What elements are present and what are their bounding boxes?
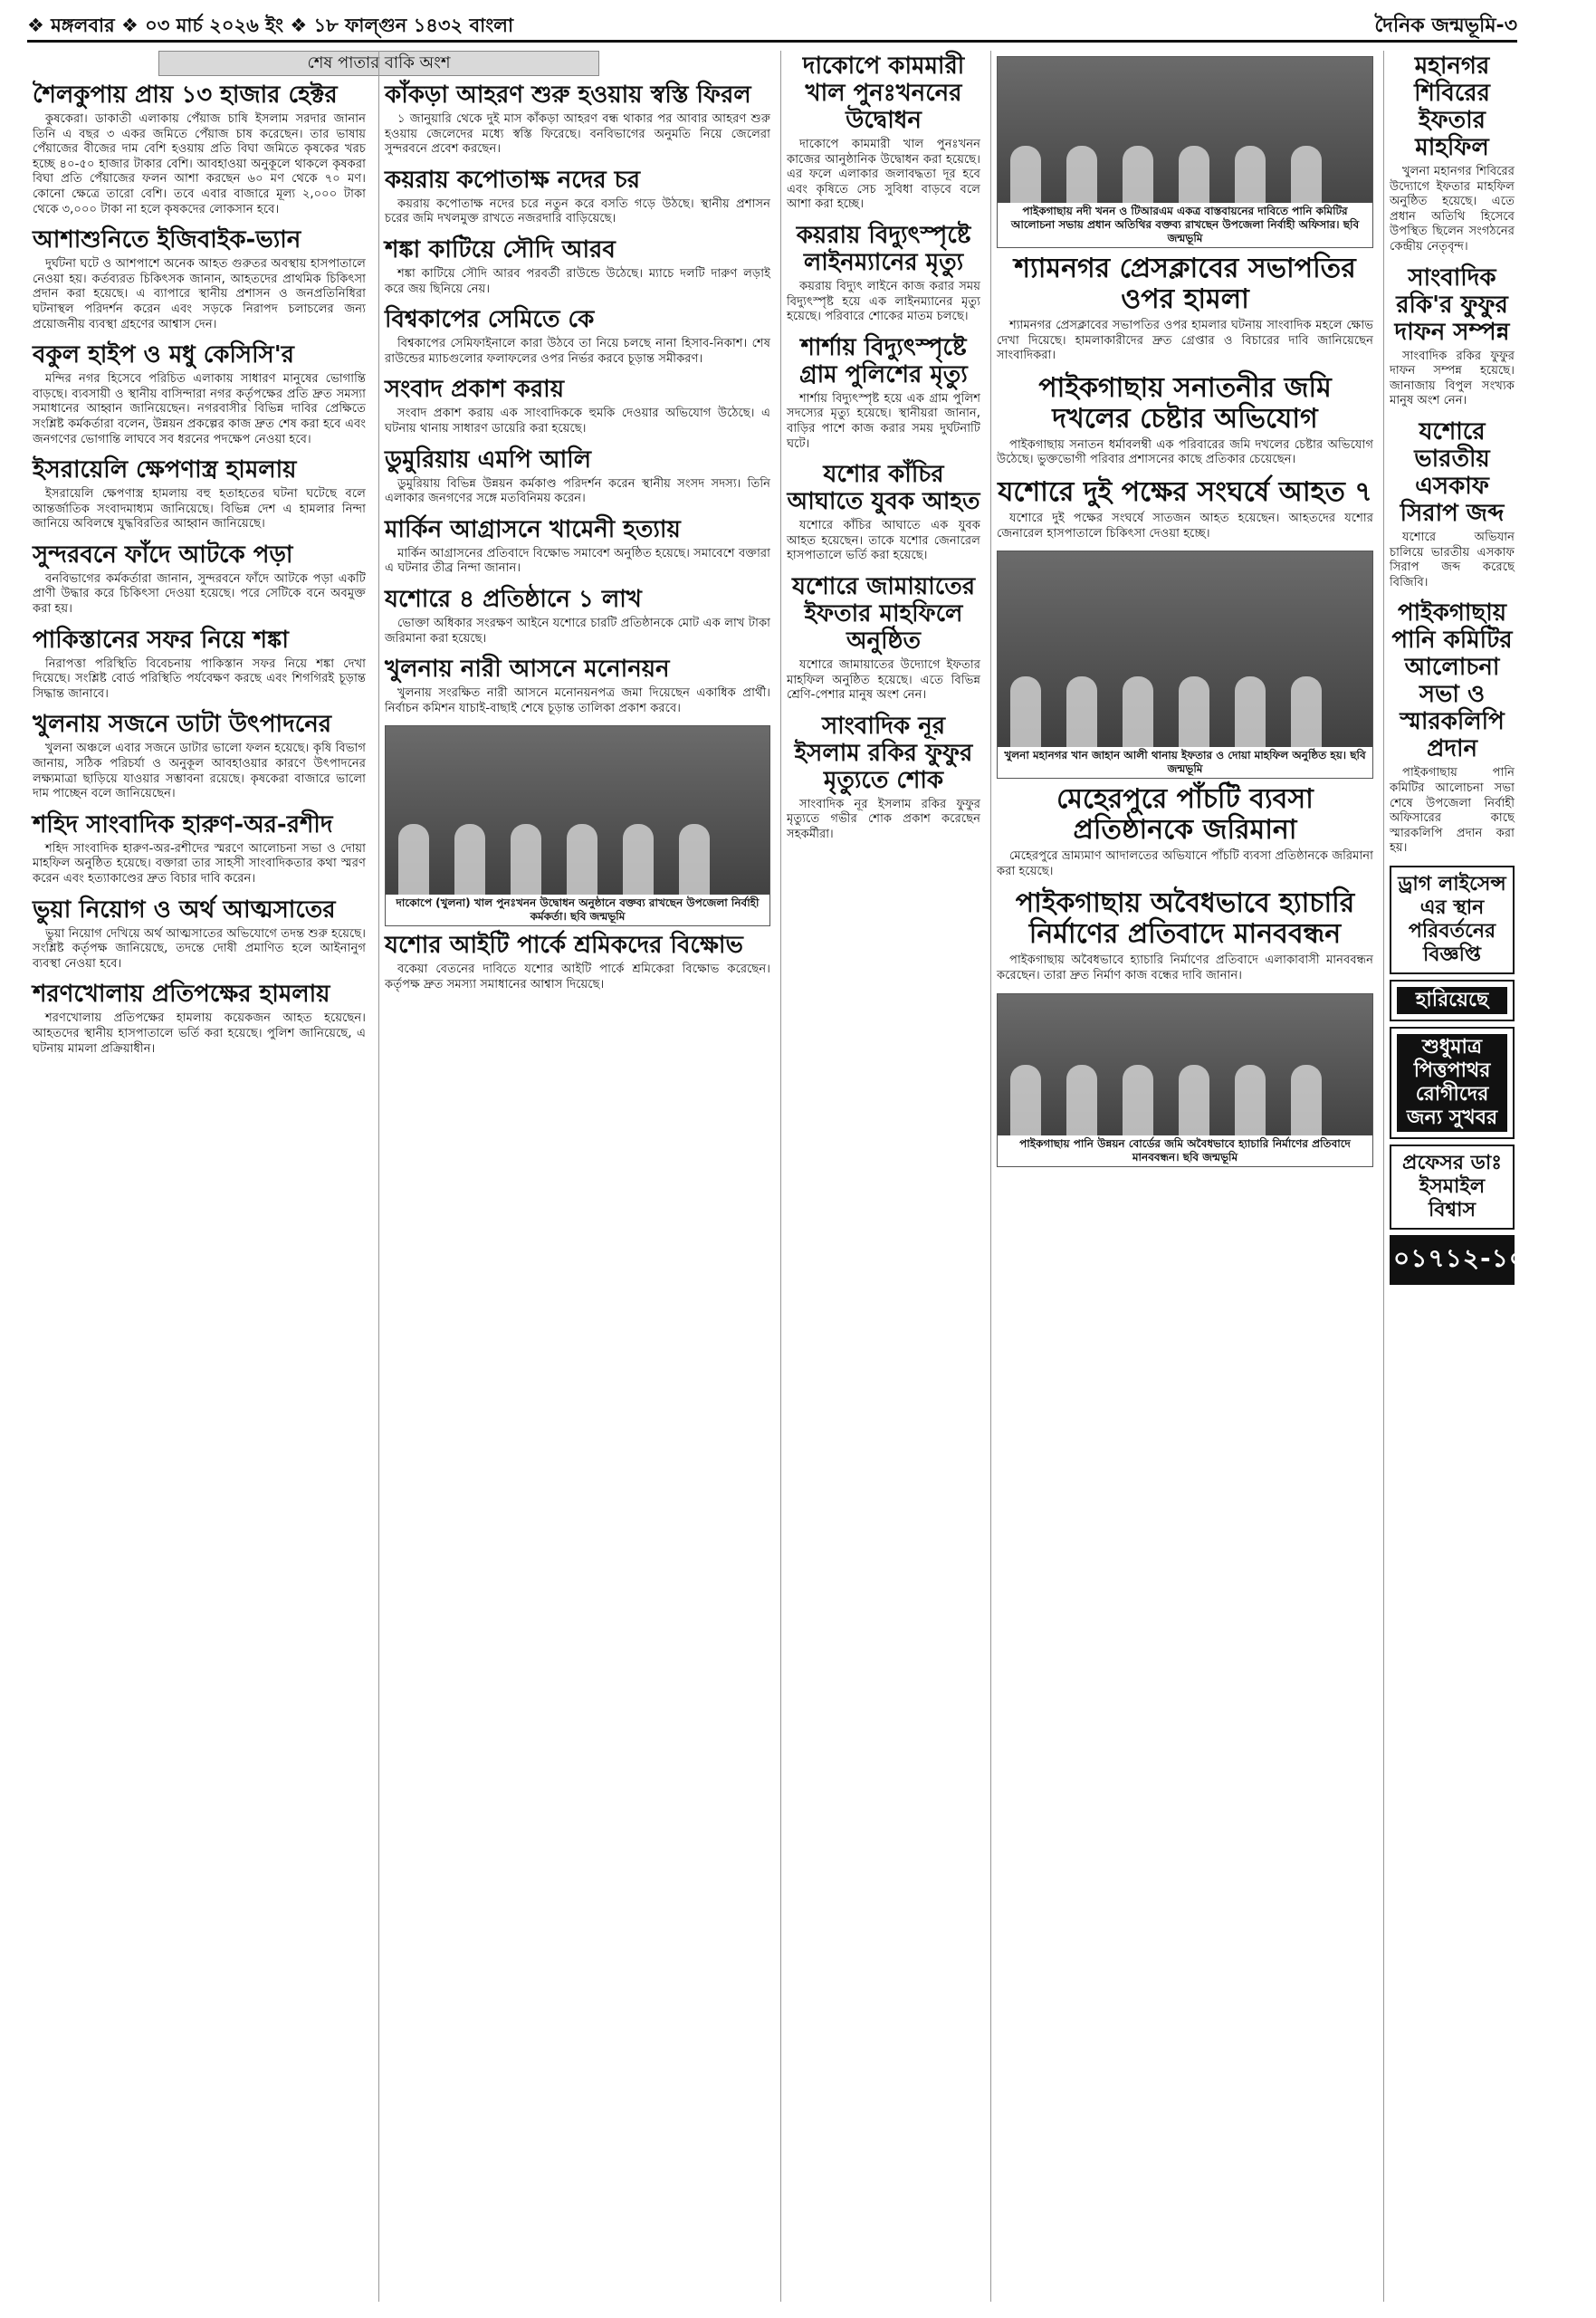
news-story [385,932,770,992]
column-5 [1383,51,1596,2302]
story-body [997,953,1373,983]
news-photo [385,725,770,926]
photo-figure [1235,676,1266,758]
story-body [385,112,770,158]
column-4 [990,51,1379,2302]
story-paragraph: সংবাদ প্রকাশ করায় এক সাংবাদিককে হুমকি দেওয়ার অভিযোগ উঠেছে। এ ঘটনায় থানায় সাধারণ ডায়েরি করা হয়েছে। [385,407,770,436]
news-story [385,81,770,158]
story-paragraph: মার্কিন আগ্রাসনের প্রতিবাদে বিক্ষোভ সমাবেশ অনুষ্ঠিত হয়েছে। সমাবেশে বক্তারা এ ঘটনার তীব্র নিন্দা জানান। [385,546,770,576]
story-body [787,280,980,325]
story-paragraph: বকেয়া বেতনের দাবিতে যশোর আইটি পার্কে শ্রমিকেরা বিক্ষোভ করেছেন। কর্তৃপক্ষ দ্রুত সমস্যা সমাধানের আশ্বাস দিয়েছে। [385,963,770,991]
photo-caption: খুলনা মহানগর খান জাহান আলী থানায় ইফতার ও দোয়া মাহফিল অনুষ্ঠিত হয়। ছবি জন্মভূমি [998,747,1372,778]
photo-caption: দাকোপে (খুলনা) খাল পুনঃখনন উদ্বোধন অনুষ্ঠানে বক্তব্য রাখছেন উপজেলা নির্বাহী কর্মকর্তা। ছবি জন্মভূমি [386,895,769,925]
story-body [385,407,770,436]
column-3 [780,51,986,2302]
news-story [787,573,980,704]
news-story [33,627,366,703]
story-headline: কাঁকড়া আহরণ শুরু হওয়ায় স্বস্তি ফিরল [385,81,751,109]
story-body [33,487,366,532]
section-band: শেষ পাতার বাকি অংশ [158,51,599,76]
column-2 [378,51,776,2302]
story-paragraph: মন্দির নগর হিসেবে পরিচিত এলাকায় সাধারণ মানুষের ভোগান্তি বাড়ছে। ব্যবসায়ী ও স্থানীয় বাসিন্দারা নগর কর্তৃপক্ষের প্রতি দ্রুত সমস্যা সমাধানের আহ্বান জানিয়েছেন। নগরবাসীর বিভিন্ন দাবির প্রেক্ষিতে সংশ্লিষ্ট কর্মকর্তারা বলেন, উন্নয়ন প্রকল্পের কাজ দ্রুত শেষ করা হবে এবং জনগণের ভোগান্তি লাঘবে সব ধরনের পদক্ষেপ নেওয়া হবে। [33,372,366,446]
photo-figure [567,824,597,905]
news-story [385,167,770,227]
story-headline: মহানগর শিবিরের ইফতার মাহফিল [1414,53,1490,161]
story-body [33,372,366,447]
story-body [385,267,770,297]
news-story [385,656,770,716]
story-body [1390,766,1515,857]
story-headline: পাকিস্তানের সফর নিয়ে শঙ্কা [33,626,289,654]
story-paragraph: সাংবাদিক নূর ইসলাম রকির ফুফুর মৃত্যুতে গভীর শোক প্রকাশ করেছেন সহকর্মীরা। [787,797,980,841]
story-body [385,197,770,227]
news-photo [997,551,1373,779]
story-body [1390,165,1515,255]
story-headline: যশোরে জামায়াতের ইফতার মাহফিলে অনুষ্ঠিত [791,572,976,655]
ad-title: ড্রাগ লাইসেন্স এর স্থান পরিবর্তনের বিজ্ঞপ্তি [1398,872,1506,966]
story-body [33,1011,366,1057]
story-headline: সাংবাদিক রকি'র ফুফুর দাফন সম্পন্ন [1394,263,1510,346]
ad-title: প্রফেসর ডাঃ ইসমাইল বিশ্বাস [1402,1151,1502,1221]
phone-number: ০১৭১২-১০৯৯০০ [1390,1235,1515,1285]
story-paragraph: কুষকেরা। ডাকাতী এলাকায় পেঁয়াজ চাষি ইসলাম সরদার জানান তিনি এ বছর ৩ একর জমিতে পেঁয়াজ চাষ করেছেন। তার ভাষায় পেঁয়াজের বীজের দাম বেশি হওয়ায় প্রতি বিঘা জমিতে কৃষকের খরচ হচ্ছে ৪০-৫০ হাজার টাকার বেশি। আবহাওয়া অনুকূলে থাকলে কৃষকরা বিঘা প্রতি পেঁয়াজের ফলন আশা করছেন ৬০ মণ থেকে ৭০ মণ। কোনো ক্ষেত্রে তারো বেশি। তবে এবার বাজারে মূল্য ২,০০০ টাকা থেকে ৩,০০০ টাকা না হলে কৃষকদের লোকসান হবে। [33,112,366,216]
story-paragraph: খুলনা অঞ্চলে এবার সজনে ডাটার ভালো ফলন হয়েছে। কৃষি বিভাগ জানায়, সঠিক পরিচর্যা ও অনুকূল আবহাওয়ার কারণে উৎপাদনের লক্ষ্যমাত্রা ছাড়িয়ে যাওয়ার সম্ভাবনা রয়েছে। কৃষকেরা বাজারে ভালো দাম পাচ্ছেন বলে জানিয়েছেন। [33,742,366,801]
news-story [787,713,980,843]
story-headline: কয়রায় কপোতাক্ষ নদের চর [385,166,641,194]
news-story [787,53,980,213]
story-body [787,658,980,704]
story-paragraph: ১ জানুয়ারি থেকে দুই মাস কাঁকড়া আহরণ বন্ধ থাকার পর আবার আহরণ শুরু হওয়ায় জেলেদের মধ্যে স্বস্তি ফিরেছে। বনবিভাগের অনুমতি নিয়ে জেলেরা সুন্দরবনে প্রবেশ করছেন। [385,112,770,157]
column-1 [27,51,371,2302]
story-headline: শহিদ সাংবাদিক হারুণ-অর-রশীদ [33,810,333,838]
news-story [1390,264,1515,409]
news-story [787,461,980,564]
news-story [385,446,770,507]
ad-title: হারিয়েছে [1397,987,1507,1014]
ad-title: শুধুমাত্র পিত্তপাথর রোগীদের জন্য সুখবর [1397,1034,1507,1132]
story-paragraph: দাকোপে কামমারী খাল পুনঃখনন কাজের আনুষ্ঠানিক উদ্বোধন করা হয়েছে। এর ফলে এলাকার জলাবদ্ধতা দূর হবে এবং কৃষিতে সেচ সুবিধা বাড়বে বলে আশা করা হচ্ছে। [787,138,980,212]
story-headline: সংবাদ প্রকাশ করায় [385,376,565,404]
photo-figure [454,824,485,905]
story-headline: আশাশুনিতে ইজিবাইক-ভ্যান [33,226,301,254]
story-body [997,319,1373,364]
story-body [33,927,366,972]
news-story [33,456,366,532]
story-headline: সাংবাদিক নূর ইসলাম রকির ফুফুর মৃত্যুতে শোক [794,712,973,794]
story-paragraph: শঙ্কা কাটিয়ে সৌদি আরব পরবর্তী রাউন্ডে উঠেছে। ম্যাচে দলটি দারুণ লড়াই করে জয় ছিনিয়ে নেয়। [385,266,770,296]
story-headline: বকুল হাইপ ও মধু কেসিসি'র [33,341,294,369]
story-paragraph: ভুয়া নিয়োগ দেখিয়ে অর্থ আত্মসাতের অভিযোগে তদন্ত শুরু হয়েছে। সংশ্লিষ্ট কর্তৃপক্ষ জানিয়েছে, তদন্তে দোষী প্রমাণিত হলে আইনানুগ ব্যবস্থা নেওয়া হবে। [33,926,367,971]
advertisement [1390,1027,1515,1139]
story-body [787,392,980,452]
story-headline: খুলনায় সজনে ডাটা উৎপাদনের [33,711,332,739]
advertisement [1390,866,1515,974]
story-body [787,519,980,564]
story-body [33,572,366,618]
story-headline: যশোর আইটি পার্কে শ্রমিকদের বিক্ষোভ [385,932,743,960]
story-body [33,257,366,332]
story-headline: কয়রায় বিদ্যুৎস্পৃষ্টে লাইনম্যানের মৃত্যু [796,221,971,276]
photo-figure [1235,1065,1266,1146]
story-paragraph: শরণখোলায় প্রতিপক্ষের হামলায় কয়েকজন আহত হয়েছেন। আহতদের স্থানীয় হাসপাতালে ভর্তি করা হয়েছে। পুলিশ জানিয়েছে, এ ঘটনায় মামলা প্রক্রিয়াধীন। [33,1011,366,1056]
photo-caption: পাইকগাছায় নদী খনন ও টিআরএম একত্র বাস্তবায়নের দাবিতে পানি কমিটির আলোচনা সভায় প্রধান অতিথির বক্তব্য রাখছেন উপজেলা নির্বাহী অফিসার। ছবি জন্মভূমি [998,203,1372,247]
news-story [33,81,366,217]
news-story [385,516,770,577]
columns [27,51,1596,2302]
story-body [787,798,980,843]
story-body [787,138,980,213]
photo-caption: পাইকগাছায় পানি উন্নয়ন বোর্ডের জমি অবৈধভাবে হ্যাচারি নির্মাণের প্রতিবাদে মানববন্ধন। ছবি জন্মভূমি [998,1135,1372,1166]
advertisement [1390,980,1515,1021]
news-story [385,376,770,436]
photo-figure [1066,1065,1097,1146]
story-body [33,112,366,217]
news-story [1390,599,1515,857]
story-paragraph: ইসরায়েলি ক্ষেপণাস্ত্র হামলায় বহু হতাহতের ঘটনা ঘটেছে বলে আন্তর্জাতিক সংবাদমাধ্যম জানিয়েছে। বিভিন্ন দেশ এ হামলার নিন্দা জানিয়ে অবিলম্বে যুদ্ধবিরতির আহ্বান জানিয়েছে। [33,487,366,532]
story-headline: দাকোপে কামমারী খাল পুনঃখননের উদ্বোধন [802,53,965,134]
story-paragraph: কয়রায় কপোতাক্ষ নদের চরে নতুন করে বসতি গড়ে উঠছে। স্থানীয় প্রশাসন চরের জমি দখলমুক্ত রাখতে নজরদারি বাড়িয়েছে। [385,196,770,226]
story-body [385,617,770,647]
story-body [33,842,366,887]
story-headline: পাইকগাছায় অবৈধভাবে হ্যাচারি নির্মাণের প্রতিবাদে মানববন্ধন [1015,887,1355,951]
story-body [997,512,1373,541]
story-paragraph: বিশ্বকাপের সেমিফাইনালে কারা উঠবে তা নিয়ে চলছে নানা হিসাব-নিকাশ। শেষ রাউন্ডের ম্যাচগুলোর ফলাফলের ওপর নির্ভর করবে চূড়ান্ত সমীকরণ। [385,337,770,366]
news-story [997,254,1373,364]
photo-figure [1123,1065,1153,1146]
photo-figure [679,824,710,905]
story-headline: শ্যামনগর প্রেসক্লাবের সভাপতির ওপর হামলা [1014,253,1356,315]
news-story [385,306,770,367]
story-headline: যশোরে দুই পক্ষের সংঘর্ষে আহত ৭ [998,475,1372,508]
story-headline: মার্কিন আগ্রাসনে খামেনী হত্যায় [385,515,681,543]
story-headline: যশোরে ৪ প্রতিষ্ঠানে ১ লাখ [385,585,642,613]
story-paragraph: নিরাপত্তা পরিস্থিতি বিবেচনায় পাকিস্তান সফর নিয়ে শঙ্কা দেখা দিয়েছে। সংশ্লিষ্ট বোর্ড পরিস্থিতি পর্যবেক্ষণ করছে এবং শিগগিরই চূড়ান্ত সিদ্ধান্ত জানাবে। [33,656,366,701]
story-headline: বিশ্বকাপের সেমিতে কে [385,306,595,334]
story-headline: শরণখোলায় প্রতিপক্ষের হামলায় [33,981,330,1009]
story-headline: শার্শায় বিদ্যুৎস্পৃষ্টে গ্রাম পুলিশের মৃত্যু [799,333,968,388]
photo-figure [511,824,541,905]
news-story [1390,53,1515,255]
story-paragraph: বনবিভাগের কর্মকর্তারা জানান, সুন্দরবনে ফাঁদে আটকে পড়া একটি প্রাণী উদ্ধার করে চিকিৎসা দেওয়া হয়েছে। পরে সেটিকে বনে অবমুক্ত করা হয়। [33,571,366,617]
story-paragraph: পাইকগাছায় অবৈধভাবে হ্যাচারি নির্মাণের প্রতিবাদে এলাকাবাসী মানববন্ধন করেছেন। তারা দ্রুত নির্মাণ কাজ বন্ধের দাবি জানান। [997,953,1373,982]
page-header [27,13,1517,43]
photo-figure [1179,1065,1209,1146]
story-paragraph: সাংবাদিক রকির ফুফুর দাফন সম্পন্ন হয়েছে। জানাজায় বিপুল সংখ্যক মানুষ অংশ নেন। [1390,349,1515,408]
photo-figure [1010,676,1041,758]
story-headline: শঙ্কা কাটিয়ে সৌদি আরব [385,235,616,263]
story-paragraph: শার্শায় বিদ্যুৎস্পৃষ্ট হয়ে এক গ্রাম পুলিশ সদস্যের মৃত্যু হয়েছে। স্থানীয়রা জানান, বাড়ির পাশে কাজ করার সময় দুর্ঘটনাটি ঘটে। [787,391,980,451]
news-story [997,373,1373,468]
story-body [1390,350,1515,409]
story-paragraph: পাইকগাছায় সনাতন ধর্মাবলম্বী এক পরিবারের জমি দখলের চেষ্টার অভিযোগ উঠেছে। ভুক্তভোগী পরিবার প্রশাসনের কাছে প্রতিকার চেয়েছেন। [997,437,1373,467]
news-story [385,586,770,647]
story-paragraph: শহিদ সাংবাদিক হারুণ-অর-রশীদের স্মরণে আলোচনা সভা ও দোয়া মাহফিল অনুষ্ঠিত হয়েছে। বক্তারা তার সাহসী সাংবাদিকতার কথা স্মরণ করেন এবং হত্যাকাণ্ডের দ্রুত বিচার দাবি করেন। [33,841,366,886]
story-paragraph: দুর্ঘটনা ঘটে ও আশপাশে অনেক আহত গুরুতর অবস্থায় হাসপাতালে নেওয়া হয়। কর্তব্যরত চিকিৎসক জানান, আহতদের প্রাথমিক চিকিৎসা প্রদান করা হয়েছে। এ ব্যাপারে স্থানীয় প্রশাসন ও জনপ্রতিনিধিরা ঘটনাস্থল পরিদর্শন করেন এবং সড়কে নিরাপদ চলাচলের জন্য প্রয়োজনীয় ব্যবস্থা গ্রহণের আশ্বাস দেন। [33,257,366,331]
story-body [997,849,1373,879]
story-paragraph: খুলনা মহানগর শিবিরের উদ্যোগে ইফতার মাহফিল অনুষ্ঠিত হয়েছে। এতে প্রধান অতিথি হিসেবে উপস্থিত ছিলেন সংগঠনের কেন্দ্রীয় নেতৃবৃন্দ। [1390,165,1515,254]
story-paragraph: পাইকগাছায় পানি কমিটির আলোচনা সভা শেষে উপজেলা নির্বাহী অফিসারের কাছে স্মারকলিপি প্রদান করা হয়। [1390,766,1515,856]
photo-figure [1123,676,1153,758]
story-body [385,477,770,507]
masthead-page-label: দৈনিক জন্মভূমি-৩ [1374,14,1517,37]
story-headline: মেহেরপুরে পাঁচটি ব্যবসা প্রতিষ্ঠানকে জরিমানা [1056,783,1314,847]
story-paragraph: খুলনায় সংরক্ষিত নারী আসনে মনোনয়নপত্র জমা দিয়েছেন একাধিক প্রার্থী। নির্বাচন কমিশন যাচাই-বাছাই শেষে চূড়ান্ত তালিকা প্রকাশ করবে। [385,686,770,715]
story-paragraph: কয়রায় বিদ্যুৎ লাইনে কাজ করার সময় বিদ্যুৎস্পৃষ্ট হয়ে এক লাইনম্যানের মৃত্যু হয়েছে। পরিবারে শোকের মাতম চলছে। [787,279,980,324]
story-paragraph: যশোরে অভিযান চালিয়ে ভারতীয় এসকাফ সিরাপ জব্দ করেছে বিজিবি। [1390,530,1515,589]
story-body [385,547,770,577]
news-story [33,226,366,332]
photo-figure [398,824,429,905]
news-story [997,888,1373,983]
news-photo [997,56,1373,248]
story-body [385,337,770,367]
story-headline: শৈলকুপায় প্রায় ১৩ হাজার হেক্টর [33,81,338,109]
story-body [1390,531,1515,590]
photo-figure [1291,676,1322,758]
photo-figure [1179,676,1209,758]
story-headline: যশোর কাঁচির আঘাতে যুবক আহত [787,461,980,516]
story-paragraph: মেহেরপুরে ভ্রাম্যমাণ আদালতের অভিযানে পাঁচটি ব্যবসা প্রতিষ্ঠানকে জরিমানা করা হয়েছে। [997,849,1373,878]
news-story [33,811,366,887]
story-paragraph: যশোরে কাঁচির আঘাতে এক যুবক আহত হয়েছেন। তাকে যশোর জেনারেল হাসপাতালে ভর্তি করা হয়েছে। [787,519,980,563]
story-body [385,686,770,716]
news-story [33,711,366,801]
issue-date: ❖ মঙ্গলবার ❖ ০৩ মার্চ ২০২৬ ইং ❖ ১৮ ফাল্গুন ১৪৩২ বাংলা [27,14,514,36]
story-headline: সুন্দরবনে ফাঁদে আটকে পড়া [33,541,293,569]
story-body [33,657,366,703]
story-headline: পাইকগাছায় সনাতনীর জমি দখলের চেষ্টার অভিযোগ [1038,371,1332,435]
story-headline: ডুমুরিয়ায় এমপি আলি [385,445,592,474]
photo-figure [1010,1065,1041,1146]
story-paragraph: ডুমুরিয়ায় বিভিন্ন উন্নয়ন কর্মকাণ্ড পরিদর্শন করেন স্থানীয় সংসদ সদস্য। তিনি এলাকার জনগণের সঙ্গে মতবিনিময় করেন। [385,476,770,506]
news-story [33,541,366,618]
story-body [33,742,366,801]
photo-figure [1291,1065,1322,1146]
news-story [787,334,980,452]
story-body [385,963,770,992]
photo-figure [1066,676,1097,758]
story-paragraph: যশোরে দুই পক্ষের সংঘর্ষে সাতজন আহত হয়েছেন। আহতদের যশোর জেনারেল হাসপাতালে চিকিৎসা দেওয়া হচ্ছে। [997,511,1373,541]
story-headline: খুলনায় নারী আসনে মনোনয়ন [385,656,670,684]
story-paragraph: যশোরে জামায়াতের উদ্যোগে ইফতার মাহফিল অনুষ্ঠিত হয়েছে। এতে বিভিন্ন শ্রেণি-পেশার মানুষ অংশ নেন। [787,657,980,703]
news-story [997,784,1373,879]
news-story [33,896,366,972]
news-story [33,341,366,447]
news-story [1390,418,1515,590]
story-headline: যশোরে ভারতীয় এসকাফ সিরাপ জব্দ [1400,417,1505,527]
story-headline: পাইকগাছায় পানি কমিটির আলোচনা সভা ও স্মারকলিপি প্রদান [1391,599,1513,763]
story-headline: ইসরায়েলি ক্ষেপণাস্ত্র হামলায় [33,456,297,484]
story-headline: ভুয়া নিয়োগ ও অর্থ আত্মসাতের [33,896,336,924]
story-paragraph: ভোক্তা অধিকার সংরক্ষণ আইনে যশোরে চারটি প্রতিষ্ঠানকে মোট এক লাখ টাকা জরিমানা করা হয়েছে। [385,616,770,646]
story-paragraph: শ্যামনগর প্রেসক্লাবের সভাপতির ওপর হামলার ঘটনায় সাংবাদিক মহলে ক্ষোভ দেখা দিয়েছে। হামলাকারীদের দ্রুত গ্রেপ্তার ও বিচারের দাবি জানিয়েছেন সাংবাদিকরা। [997,319,1373,363]
photo-figure [623,824,654,905]
advertisement [1390,1145,1515,1230]
news-story [997,477,1373,541]
news-photo [997,993,1373,1167]
news-story [33,981,366,1057]
news-story [385,236,770,297]
news-story [787,222,980,325]
story-body [997,438,1373,468]
